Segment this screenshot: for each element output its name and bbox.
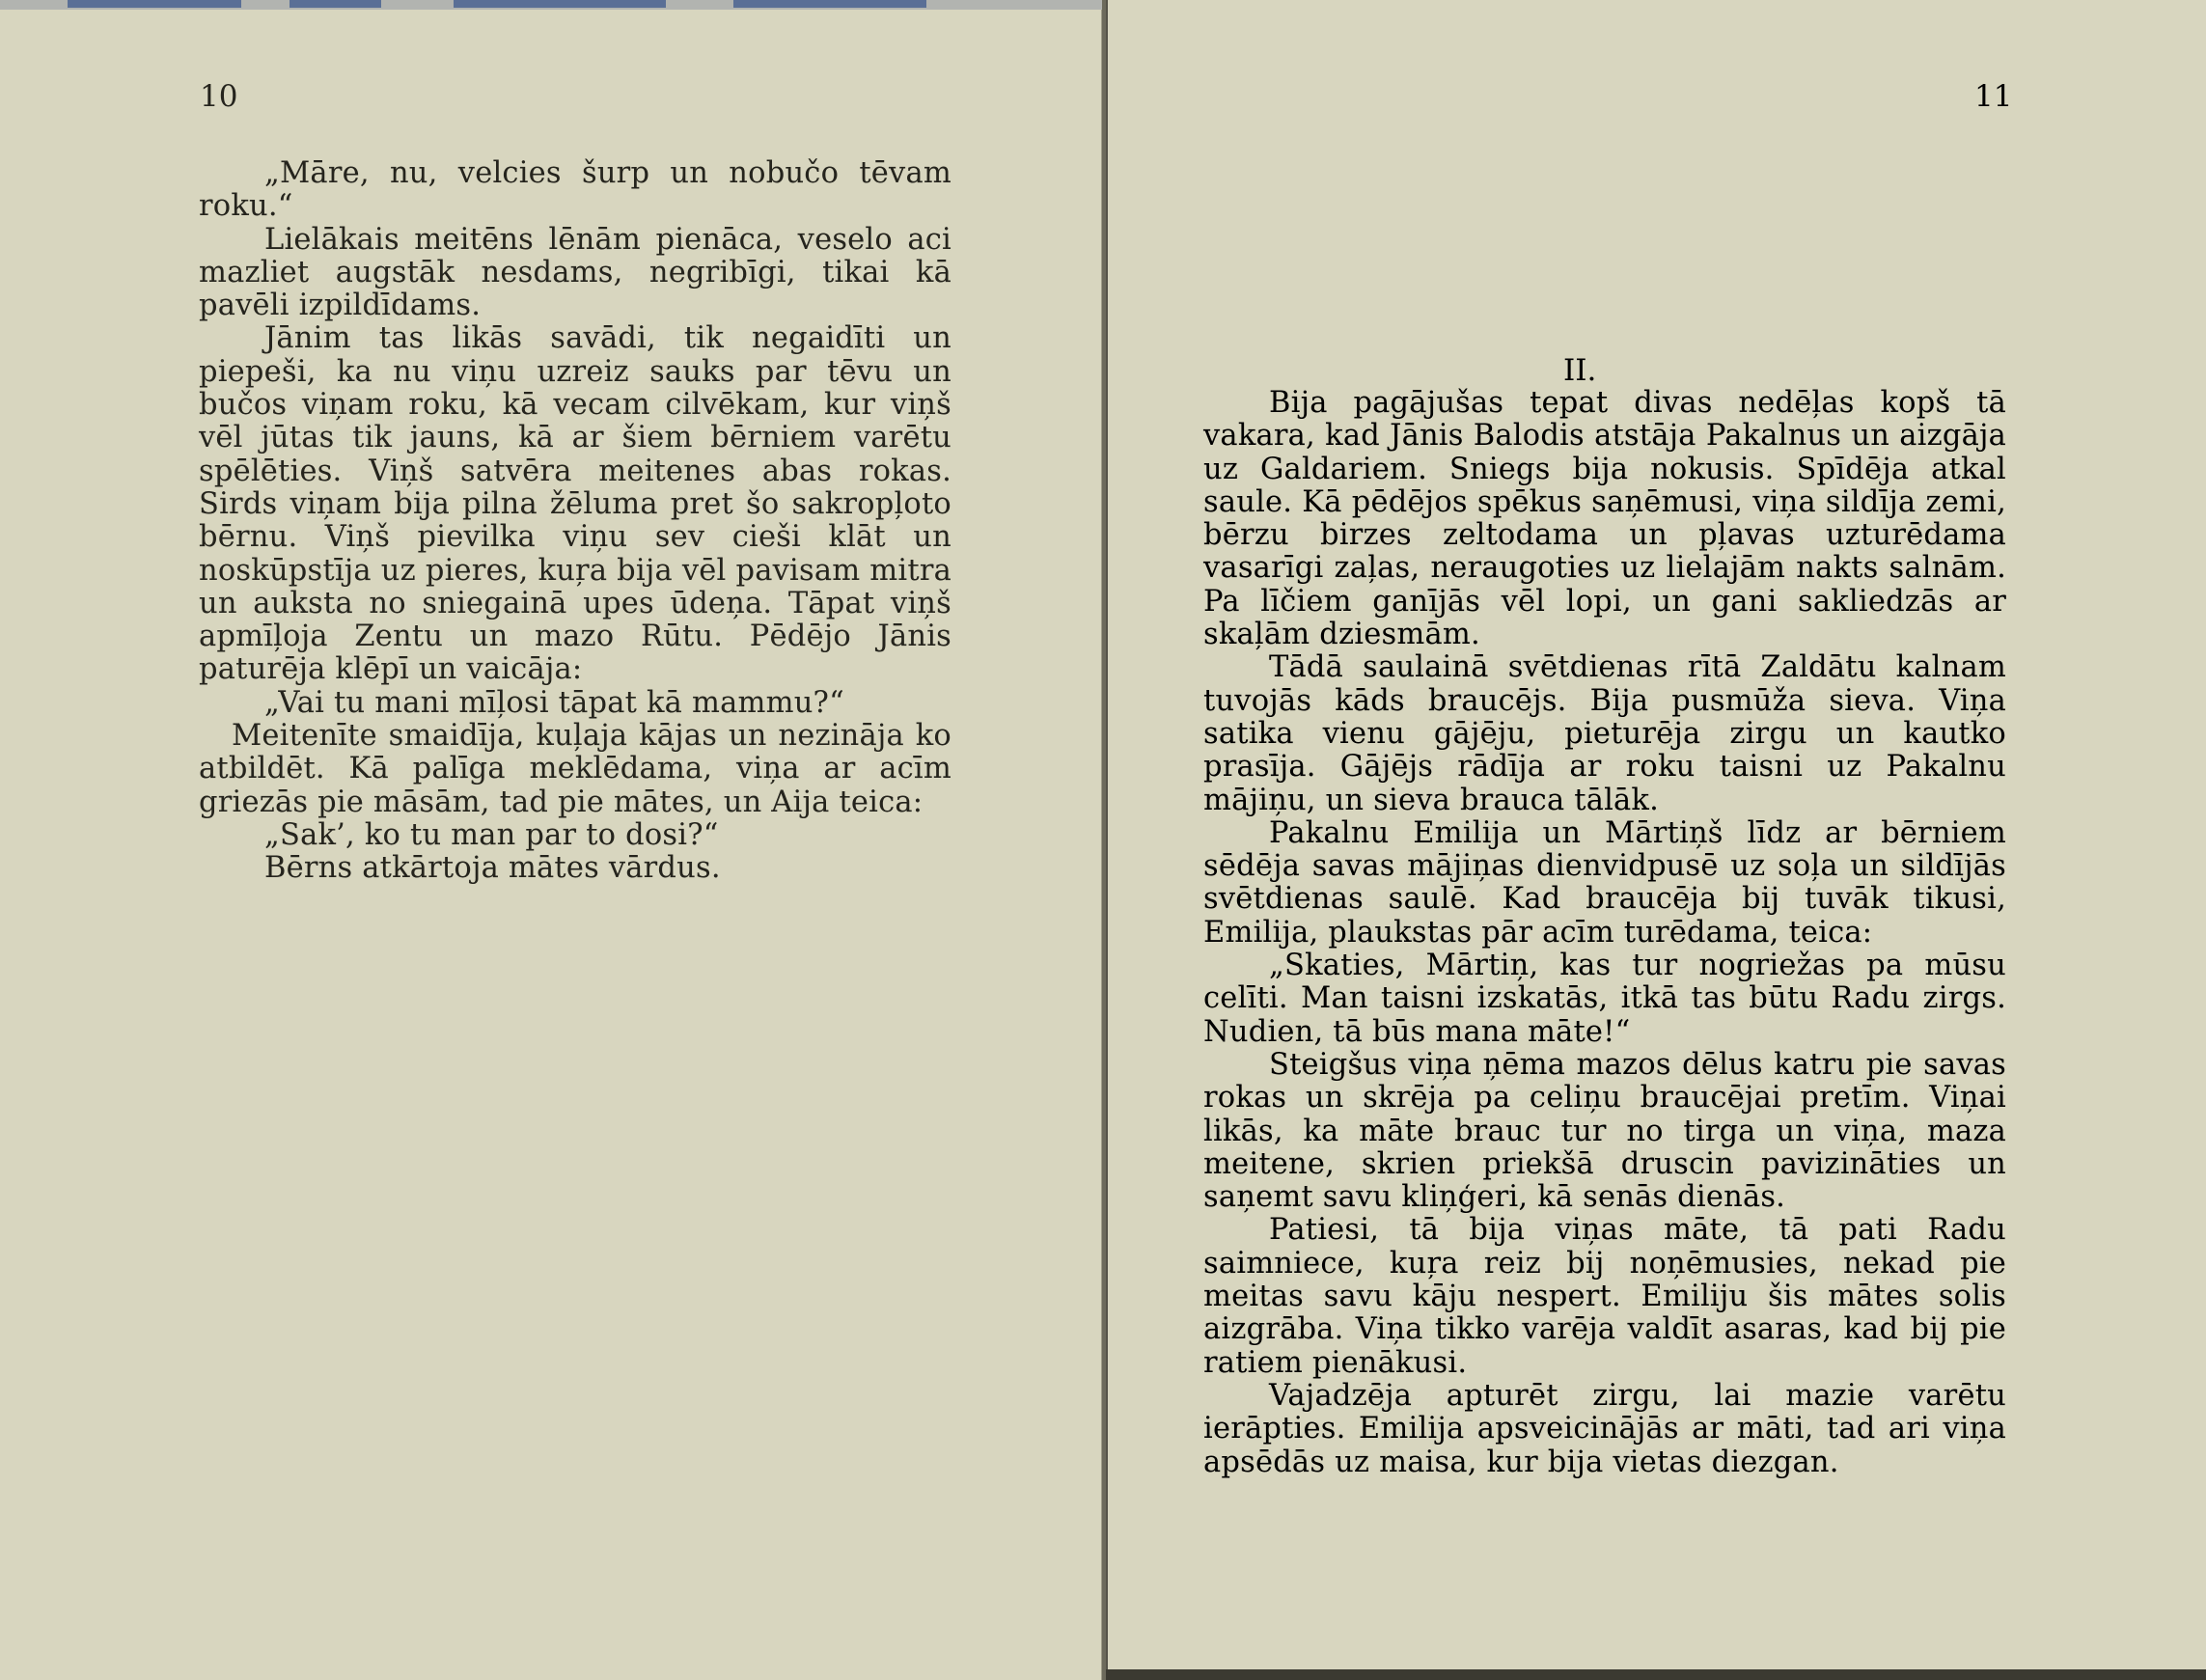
stain-mark [290, 0, 381, 8]
stain-mark [733, 0, 926, 8]
paragraph: Meitenīte smaidīja, kuļaja kājas un nezināja ko atbildēt. Kā palīga meklēdama, viņa ar acīm griezās pie māsām, tad pie mātes, un Aija teica: [199, 719, 951, 819]
left-page [0, 0, 1102, 1680]
bottom-edge [1106, 1669, 2206, 1680]
paragraph: „Māre, nu, velcies šurp un nobučo tēvam roku.“ [199, 156, 951, 224]
paragraph: Vajadzēja apturēt zirgu, lai mazie varētu ierāpties. Emilija apsveicinājās ar māti, tad ari viņa apsēdās uz maisa, kur bija vietas diezgan. [1203, 1378, 2006, 1479]
stain-mark [454, 0, 666, 8]
paragraph: Jānim tas likās savādi, tik negaidīti un piepeši, ka nu viņu uzreiz sauks par tēvu un bučos viņam roku, kā vecam cilvēkam, kur viņš vēl jūtas tik jauns, kā ar šiem bērniem varētu spēlēties. Viņš satvēra meitenes abas rokas. Sirds viņam bija pilna žēluma pret šo sakropļoto bērnu. Viņš pievilka viņu sev cieši klāt un noskūpstīja uz pieres, kuŗa bija vēl pavisam mitra un auksta no sniegainā upes ūdeņa. Tāpat viņš apmīļoja Zentu un mazo Rūtu. Pēdējo Jānis paturēja klēpī un vaicāja: [199, 321, 951, 687]
page-number: 11 [1974, 79, 2013, 114]
paragraph: Bija pagājušas tepat divas nedēļas kopš tā vakara, kad Jānis Balodis atstāja Pakalnus un aizgāja uz Galdariem. Sniegs bija nokusis. Spīdēja atkal saule. Kā pēdējos spēkus saņēmusi, viņa sildīja zemi, bērzu birzes zeltodama un pļavas uzturēdama vasarīgi zaļas, neraugoties uz lielajām nakts salnām. Pa līčiem ganījās vēl lopi, un gani sakliedzās ar skaļām dziesmām. [1203, 386, 2006, 652]
paragraph: Tādā saulainā svētdienas rītā Zaldātu kalnam tuvojās kāds braucējs. Bija pusmūža sieva. Viņa satika vienu gājēju, pieturēja zirgu un kautko prasīja. Gājējs rādīja ar roku taisni uz Pakalnu mājiņu, un sieva brauca tālāk. [1203, 650, 2006, 817]
chapter-heading: II. [1563, 353, 1597, 388]
paragraph: „Vai tu mani mīļosi tāpat kā mammu?“ [264, 685, 844, 720]
left-text-body [199, 157, 951, 886]
paragraph: Bērns atkārtoja mātes vārdus. [264, 851, 721, 886]
page-number: 10 [200, 79, 238, 114]
paragraph: Lielākais meitēns lēnām pienāca, veselo aci mazliet augstāk nesdams, negribīgi, tikai kā pavēli izpildīdams. [199, 222, 951, 323]
top-edge-stain [0, 0, 1102, 10]
paragraph: Steigšus viņa ņēma mazos dēlus katru pie savas rokas un skrēja pa celiņu braucējai pretīm. Viņai likās, ka māte brauc tur no tirga un viņa, maza meitene, skrien priekšā druscin pavizināties un saņemt savu kliņģeri, kā senās dienās. [1203, 1047, 2006, 1215]
paragraph: „Sak’, ko tu man par to dosi?“ [264, 817, 719, 852]
paragraph: „Skaties, Mārtiņ, kas tur nogriežas pa mūsu celīti. Man taisni izskatās, itkā tas būtu Radu zirgs. Nudien, tā būs mana māte!“ [1203, 949, 2006, 1049]
paragraph: Patiesi, tā bija viņas māte, tā pati Radu saimniece, kuŗa reiz bij noņēmusies, nekad pie meitas savu kāju nespert. Emiliju šis mātes solis aizgrāba. Viņa tikko varēja valdīt asaras, kad bij pie ratiem pienākusi. [1203, 1213, 2006, 1380]
stain-mark [68, 0, 241, 8]
right-text-body [1203, 387, 2006, 1479]
paragraph: Pakalnu Emilija un Mārtiņš līdz ar bērniem sēdēja savas mājiņas dienvidpusē uz soļa un sildījās svētdienas saulē. Kad braucēja bij tuvāk tikusi, Emilija, plaukstas pār acīm turēdama, teica: [1203, 815, 2006, 950]
